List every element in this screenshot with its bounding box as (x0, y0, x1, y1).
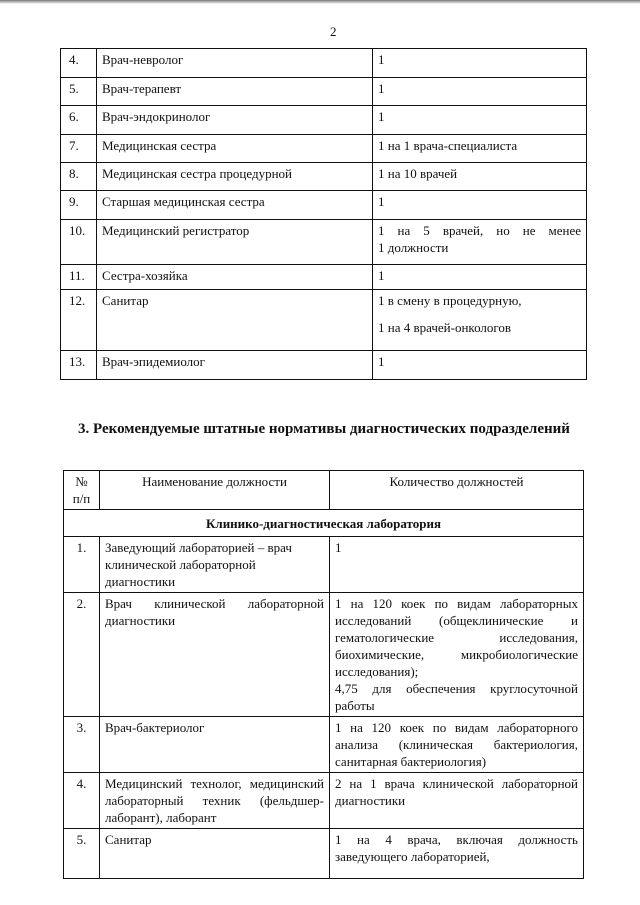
table-row (61, 265, 587, 290)
position-name: Врач-эпидемиолог (102, 354, 205, 369)
table-row (61, 220, 587, 265)
row-number: 13. (69, 354, 86, 369)
position-quantity-line: 1 на 5 врачей, но не менее (378, 223, 581, 238)
row-number: 4. (69, 52, 79, 67)
position-quantity-line: 1 на 4 врачей-онкологов (378, 320, 512, 335)
row-number: 8. (69, 166, 79, 181)
table-row (61, 351, 587, 380)
position-name: Врач-эндокринолог (102, 109, 211, 124)
position-quantity: 1 (378, 81, 385, 96)
position-quantity: 1 (378, 354, 385, 369)
position-quantity: 2 на 1 врача клинической лабораторной диагностики (335, 776, 578, 808)
table-subheader-row (64, 510, 584, 537)
section-heading: 3. Рекомендуемые штатные нормативы диагностических подразделений (78, 421, 570, 437)
column-header-number: № (75, 474, 88, 489)
column-header-quantity: Количество должностей (389, 474, 524, 489)
position-name: Сестра-хозяйка (102, 268, 188, 283)
row-number: 4. (76, 776, 87, 791)
page-number: 2 (330, 24, 337, 39)
position-name: Врач-терапевт (102, 81, 182, 96)
table-row (61, 290, 587, 351)
table-row (64, 717, 584, 773)
department-subheader: Клинико-диагностическая лаборатория (205, 516, 442, 531)
position-quantity: 1 на 120 коек по видам лабораторных исследований (общеклинические и гематологические исследования, биохимические, микробиологические исследования); (335, 596, 578, 679)
table-row (61, 135, 587, 163)
table-row (61, 163, 587, 191)
position-quantity: 1 (335, 540, 342, 555)
position-name: Старшая медицинская сестра (102, 194, 265, 209)
position-quantity-line: 1 должности (378, 240, 449, 255)
row-number: 5. (76, 832, 87, 847)
table-row (64, 773, 584, 829)
position-quantity-extra: 4,75 для обеспечения круглосуточной работы (335, 681, 578, 713)
position-name: Врач-невролог (102, 52, 184, 67)
row-number: 12. (69, 293, 86, 308)
diagnostic-staff-table (63, 470, 584, 879)
position-quantity: 1 (378, 268, 385, 283)
position-quantity: 1 (378, 194, 385, 209)
position-quantity: 1 (378, 52, 385, 67)
table-row (61, 106, 587, 135)
table-header-row (64, 471, 584, 510)
position-quantity: 1 на 10 врачей (378, 166, 458, 181)
table-row (61, 78, 587, 106)
row-number: 7. (69, 138, 79, 153)
table-row (64, 537, 584, 593)
column-header-number-sub: п/п (72, 491, 91, 506)
table-row (61, 49, 587, 78)
position-name: Врач клинической лабораторной диагностики (105, 596, 324, 628)
position-name: Заведующий лабораторией – врач клинической лабораторной диагностики (105, 540, 292, 589)
row-number: 1. (76, 540, 87, 555)
position-quantity-line: 1 в смену в процедурную, (378, 293, 522, 308)
position-quantity: 1 (378, 109, 385, 124)
row-number: 5. (69, 81, 79, 96)
position-quantity: 1 на 4 врача, включая должность заведующего лабораторией, (335, 832, 578, 864)
position-quantity: 1 на 120 коек по видам лабораторного анализа (клиническая бактериология, санитарная бактериология) (335, 720, 578, 769)
row-number: 10. (69, 223, 86, 238)
position-name: Медицинский регистратор (102, 223, 250, 238)
position-name: Медицинская сестра процедурной (102, 166, 293, 181)
position-name: Медицинская сестра (102, 138, 217, 153)
row-number: 2. (76, 596, 87, 611)
row-number: 6. (69, 109, 79, 124)
row-number: 9. (69, 194, 79, 209)
table-row (64, 593, 584, 717)
position-name: Медицинский технолог, медицинский лабораторный техник (фельдшер-лаборант), лаборант (105, 776, 324, 825)
row-number: 11. (69, 268, 85, 283)
position-name: Врач-бактериолог (105, 720, 205, 735)
table-row (64, 829, 584, 879)
position-name: Санитар (105, 832, 152, 847)
row-number: 3. (76, 720, 87, 735)
table-row (61, 191, 587, 220)
position-name: Санитар (102, 293, 149, 308)
scan-top-edge (0, 0, 640, 4)
staff-table-continued (60, 48, 587, 380)
position-quantity: 1 на 1 врача-специалиста (378, 138, 518, 153)
column-header-name: Наименование должности (142, 474, 287, 489)
